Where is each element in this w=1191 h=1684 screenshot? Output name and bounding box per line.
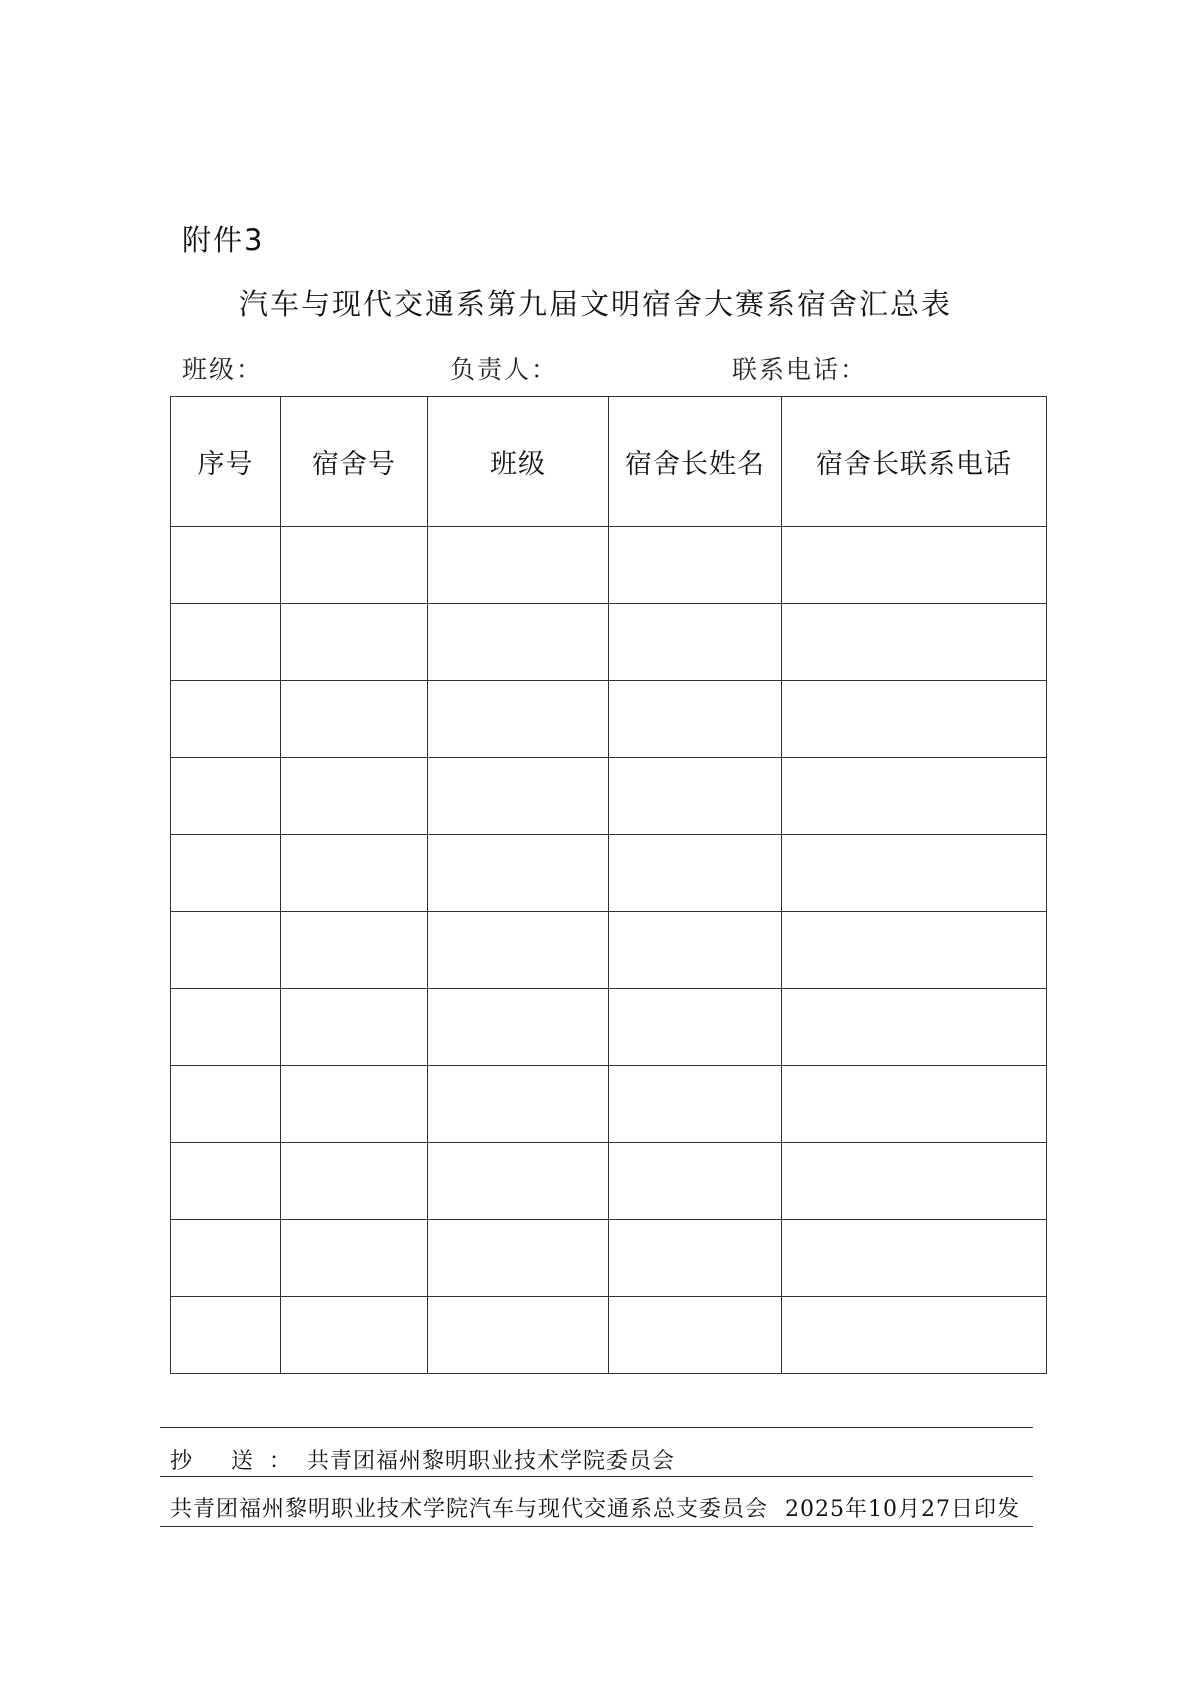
header-dorm-leader-name: 宿舍长姓名 xyxy=(609,397,782,527)
table-row xyxy=(171,1220,1047,1297)
table-row xyxy=(171,758,1047,835)
table-cell[interactable] xyxy=(171,604,281,681)
table-cell[interactable] xyxy=(609,604,782,681)
cc-row xyxy=(170,1444,675,1475)
table-cell[interactable] xyxy=(609,1220,782,1297)
table-cell[interactable] xyxy=(281,835,428,912)
table-cell[interactable] xyxy=(281,1220,428,1297)
table-row xyxy=(171,912,1047,989)
table-cell[interactable] xyxy=(281,1143,428,1220)
table-cell[interactable] xyxy=(171,1066,281,1143)
table-cell[interactable] xyxy=(171,758,281,835)
table-cell[interactable] xyxy=(609,835,782,912)
table-cell[interactable] xyxy=(171,681,281,758)
table-cell[interactable] xyxy=(609,912,782,989)
table-cell[interactable] xyxy=(782,1297,1047,1374)
table-cell[interactable] xyxy=(609,1297,782,1374)
table-row xyxy=(171,527,1047,604)
leader-field-label: 负责人： xyxy=(450,355,559,384)
table-cell[interactable] xyxy=(171,527,281,604)
table-cell[interactable] xyxy=(782,604,1047,681)
table-cell[interactable] xyxy=(428,1220,609,1297)
table-cell[interactable] xyxy=(428,912,609,989)
table-cell[interactable] xyxy=(609,758,782,835)
table-cell[interactable] xyxy=(428,1143,609,1220)
table-cell[interactable] xyxy=(281,989,428,1066)
table-cell[interactable] xyxy=(609,1066,782,1143)
table-cell[interactable] xyxy=(428,681,609,758)
issue-date: 2025年10月27日印发 xyxy=(785,1497,1020,1522)
cc-value: 共青团福州黎明职业技术学院委员会 xyxy=(307,1449,676,1474)
document-title: 汽车与现代交通系第九届文明宿舍大赛系宿舍汇总表 xyxy=(238,287,952,321)
table-cell[interactable] xyxy=(782,1220,1047,1297)
table-cell[interactable] xyxy=(171,912,281,989)
table-row xyxy=(171,681,1047,758)
table-cell[interactable] xyxy=(171,835,281,912)
table-cell[interactable] xyxy=(428,1066,609,1143)
table-cell[interactable] xyxy=(428,604,609,681)
cc-label: 抄 送： xyxy=(170,1449,307,1474)
table-cell[interactable] xyxy=(609,527,782,604)
table-row xyxy=(171,1143,1047,1220)
table-cell[interactable] xyxy=(428,989,609,1066)
table-cell[interactable] xyxy=(609,989,782,1066)
header-index: 序号 xyxy=(171,397,281,527)
table-cell[interactable] xyxy=(281,681,428,758)
table-row xyxy=(171,989,1047,1066)
table-cell[interactable] xyxy=(782,527,1047,604)
table-header-row xyxy=(171,397,1047,527)
table-cell[interactable] xyxy=(281,912,428,989)
issuer-row xyxy=(170,1492,1020,1523)
table-cell[interactable] xyxy=(782,681,1047,758)
table-row xyxy=(171,604,1047,681)
class-field-label: 班级： xyxy=(182,355,264,384)
table-cell[interactable] xyxy=(171,1297,281,1374)
header-dorm-number: 宿舍号 xyxy=(281,397,428,527)
table-cell[interactable] xyxy=(171,989,281,1066)
header-class: 班级 xyxy=(428,397,609,527)
issuer-name: 共青团福州黎明职业技术学院汽车与现代交通系总支委员会 xyxy=(170,1497,769,1522)
table-cell[interactable] xyxy=(782,835,1047,912)
table-cell[interactable] xyxy=(281,1297,428,1374)
header-dorm-leader-phone: 宿舍长联系电话 xyxy=(782,397,1047,527)
table-cell[interactable] xyxy=(281,604,428,681)
table-cell[interactable] xyxy=(782,1066,1047,1143)
table-cell[interactable] xyxy=(782,758,1047,835)
table-cell[interactable] xyxy=(428,835,609,912)
footer-divider-middle xyxy=(160,1476,1033,1477)
table-cell[interactable] xyxy=(609,681,782,758)
table-cell[interactable] xyxy=(171,1220,281,1297)
table-row xyxy=(171,835,1047,912)
phone-field-label: 联系电话： xyxy=(732,355,868,384)
table-cell[interactable] xyxy=(281,1066,428,1143)
table-cell[interactable] xyxy=(609,1143,782,1220)
table-cell[interactable] xyxy=(782,989,1047,1066)
table-cell[interactable] xyxy=(428,527,609,604)
attachment-label: 附件3 xyxy=(182,223,265,257)
table-cell[interactable] xyxy=(281,527,428,604)
table-row xyxy=(171,1066,1047,1143)
table-cell[interactable] xyxy=(428,758,609,835)
table-cell[interactable] xyxy=(281,758,428,835)
table-cell[interactable] xyxy=(428,1297,609,1374)
table-cell[interactable] xyxy=(782,1143,1047,1220)
table-cell[interactable] xyxy=(782,912,1047,989)
table-body xyxy=(171,527,1047,1374)
footer-divider-bottom xyxy=(160,1526,1033,1527)
table-row xyxy=(171,1297,1047,1374)
footer-divider-top xyxy=(160,1427,1033,1428)
dormitory-summary-table xyxy=(170,396,1047,1374)
table-cell[interactable] xyxy=(171,1143,281,1220)
